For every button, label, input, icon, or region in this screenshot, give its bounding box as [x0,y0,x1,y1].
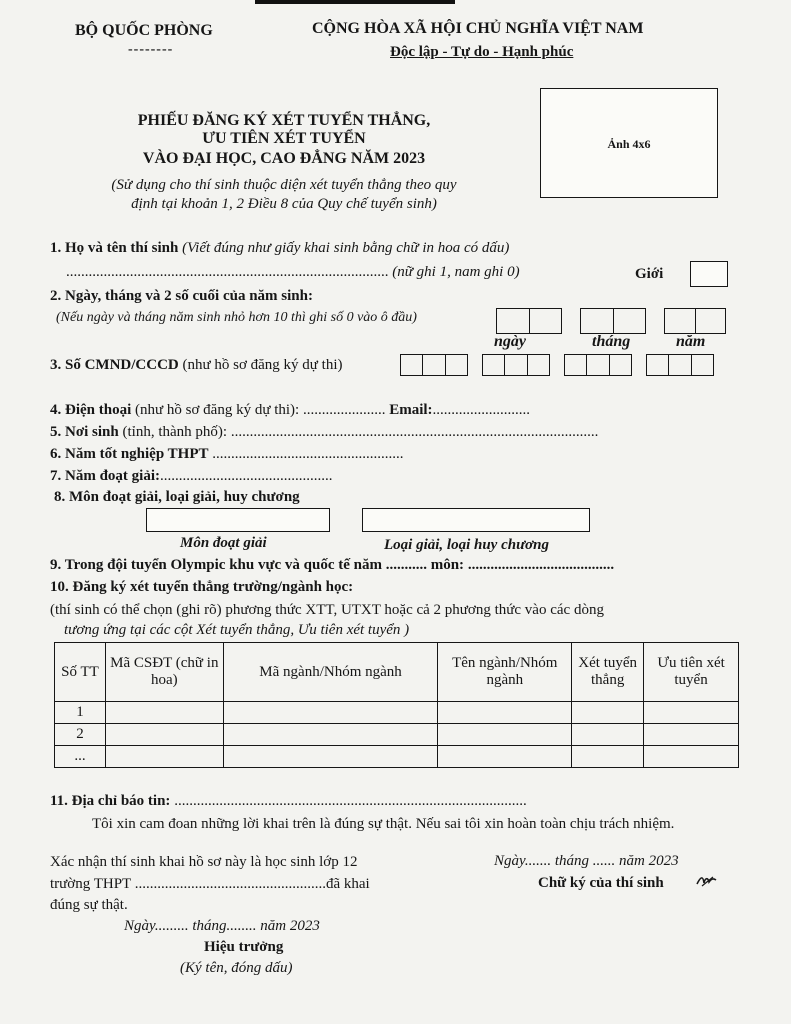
table-row [55,702,739,724]
field-4-label: 4. Điện thoại [50,402,132,418]
field-8-label: 8. Môn đoạt giải, loại giải, huy chương [54,489,300,505]
id-digits-group-3[interactable] [564,354,632,376]
field-2-label: 2. Ngày, tháng và 2 số cuối của năm sinh: [50,288,313,304]
gender-box[interactable] [690,261,728,287]
field-6-row [50,446,404,463]
day-caption: ngày [494,333,526,350]
table-header-row [55,643,739,702]
olympic-subject-dots[interactable]: ....................................... [467,557,615,573]
address-input-dots[interactable]: .............................................................................................. [174,793,527,809]
signature-scribble [695,874,717,888]
col-header-major-code: Mã ngành/Nhóm ngành [223,643,438,702]
email-input-dots[interactable]: .......................... [432,402,531,418]
major-code-cell[interactable] [223,724,438,746]
fullname-input-dots[interactable]: ...................................................................................... [66,264,389,280]
confirm-line1: Xác nhận thí sinh khai hồ sơ này là học sinh lớp 12 [50,854,358,870]
field-4-row [50,402,530,419]
field-4-hint: (như hồ sơ đăng ký dự thi): [135,402,300,418]
registration-table [54,642,739,768]
form-title-line2: ƯU TIÊN XÉT TUYỂN [202,130,366,147]
direct-admission-cell[interactable] [572,746,644,768]
direct-admission-cell[interactable] [572,724,644,746]
priority-admission-cell[interactable] [644,746,739,768]
field-10-hint-line2: tương ứng tại các cột Xét tuyển thẳng, Ưu tiên xét tuyển ) [64,622,410,638]
direct-admission-cell[interactable] [572,702,644,724]
col-header-school-code: Mã CSĐT (chữ in hoa) [105,643,223,702]
confirm-school-dots[interactable]: ................................................... [134,876,326,892]
confirm-line2 [50,876,370,893]
field-5-hint: (tỉnh, thành phố): [122,424,228,440]
field-5-row [50,424,598,441]
field-1-hint: (Viết đúng như giấy khai sinh bằng chữ in hoa có dấu) [182,240,510,256]
gender-label: Giới [635,266,664,282]
field-10-hint-line1: (thí sinh có thể chọn (ghi rõ) phương thức XTT, UTXT hoặc cả 2 phương thức vào các dòng [50,602,604,618]
confirm-school-label: trường THPT [50,876,131,892]
email-label: Email: [389,402,433,418]
major-name-cell[interactable] [438,702,572,724]
form-note-line1: (Sử dụng cho thí sinh thuộc diện xét tuyển thẳng theo quy [111,177,457,193]
field-9-row [50,557,614,574]
award-year-dots[interactable]: .............................................. [160,468,333,484]
table-row [55,724,739,746]
form-title-line1: PHIẾU ĐĂNG KÝ XÉT TUYỂN THẲNG, [137,112,431,129]
id-digits-group-4[interactable] [646,354,714,376]
field-2-hint: (Nếu ngày và tháng năm sinh nhỏ hơn 10 thì ghi số 0 vào ô đầu) [56,310,417,325]
field-5-label: 5. Nơi sinh [50,424,119,440]
award-type-box[interactable] [362,508,590,532]
field-10-label: 10. Đăng ký xét tuyển thẳng trường/ngành học: [50,579,354,595]
gender-hint: (nữ ghi 1, nam ghi 0) [392,264,520,280]
graduation-year-dots[interactable]: ................................................... [212,446,404,462]
field-11-label: 11. Địa chỉ báo tin: [50,793,171,809]
confirm-line3: đúng sự thật. [50,897,128,913]
form-note-line2: định tại khoản 1, 2 Điều 8 của Quy chế tuyển sinh) [131,196,437,212]
birth-day-boxes[interactable] [496,308,562,334]
school-code-cell[interactable] [105,746,223,768]
field-11-row [50,793,527,810]
form-title-line3: VÀO ĐẠI HỌC, CAO ĐẲNG NĂM 2023 [142,150,426,167]
principal-sign-hint: (Ký tên, đóng dấu) [180,960,293,976]
field-3-hint: (như hồ sơ đăng ký dự thi) [182,357,343,373]
ministry-name: BỘ QUỐC PHÒNG [75,22,213,39]
major-code-cell[interactable] [223,702,438,724]
birth-year-boxes[interactable] [664,308,726,334]
field-3-label: 3. Số CMND/CCCD [50,357,179,373]
pledge-text: Tôi xin cam đoan những lời khai trên là đúng sự thật. Nếu sai tôi xin hoàn toàn chịu trách nhiệm. [92,816,675,832]
col-header-no: Số TT [55,643,106,702]
ministry-divider: -------- [128,42,174,57]
phone-input-dots[interactable]: ...................... [302,402,386,418]
major-name-cell[interactable] [438,724,572,746]
month-caption: tháng [592,333,631,350]
col-header-priority-admission: Ưu tiên xét tuyển [644,643,739,702]
school-code-cell[interactable] [105,724,223,746]
col-header-direct-admission: Xét tuyển thẳng [572,643,644,702]
field-7-label: 7. Năm đoạt giải: [50,468,160,484]
photo-box [540,88,718,198]
row-number: ... [55,746,106,768]
country-name: CỘNG HÒA XÃ HỘI CHỦ NGHĨA VIỆT NAM [312,20,644,37]
major-name-cell[interactable] [438,746,572,768]
award-type-caption: Loại giải, loại huy chương [384,537,549,553]
olympic-subject-label: môn: [430,557,465,573]
table-row [55,746,739,768]
field-1-row [50,240,509,257]
priority-admission-cell[interactable] [644,702,739,724]
id-digits-group-1[interactable] [400,354,468,376]
field-1-label: 1. Họ và tên thí sinh [50,240,179,256]
field-9-label: 9. Trong đội tuyển Olympic khu vực và quốc tế năm [50,557,382,573]
field-6-label: 6. Năm tốt nghiệp THPT [50,446,209,462]
olympic-year-dots[interactable]: ........... [385,557,427,573]
id-digits-group-2[interactable] [482,354,550,376]
candidate-date: Ngày....... tháng ...... năm 2023 [494,853,679,869]
birthplace-input-dots[interactable]: .................................................................................................. [230,424,599,440]
photo-label: Ảnh 4x6 [607,137,651,151]
year-caption: năm [676,333,706,350]
national-motto: Độc lập - Tự do - Hạnh phúc [390,44,574,60]
top-edge-bar [255,0,455,4]
field-1-line [66,264,520,281]
award-subject-caption: Môn đoạt giải [180,535,267,551]
major-code-cell[interactable] [223,746,438,768]
principal-date: Ngày......... tháng........ năm 2023 [124,918,320,934]
field-3-row [50,357,343,374]
candidate-sign-label: Chữ ký của thí sinh [538,875,664,891]
row-number: 2 [55,724,106,746]
col-header-major-name: Tên ngành/Nhóm ngành [438,643,572,702]
priority-admission-cell[interactable] [644,724,739,746]
award-subject-box[interactable] [146,508,330,532]
principal-title: Hiệu trưởng [204,939,284,955]
birth-month-boxes[interactable] [580,308,646,334]
confirm-tail: đã khai [325,876,370,892]
row-number: 1 [55,702,106,724]
field-7-row [50,468,333,485]
school-code-cell[interactable] [105,702,223,724]
